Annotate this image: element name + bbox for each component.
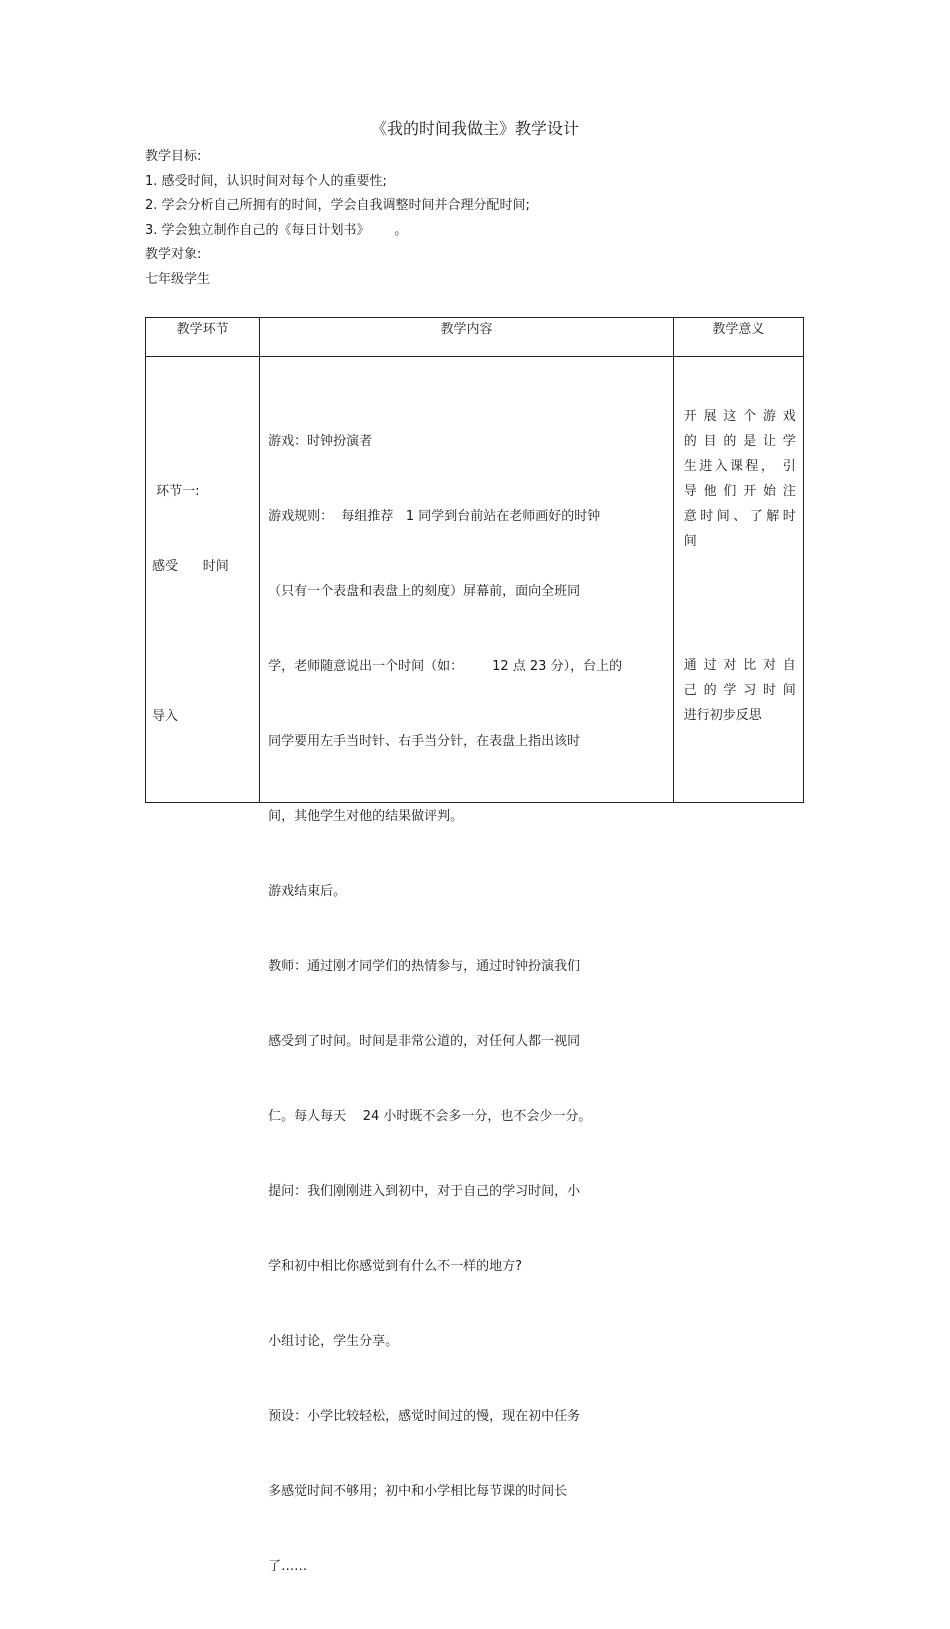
lesson-table xyxy=(145,317,804,1574)
content-line: 间，其他学生对他的结果做评判。 xyxy=(268,809,464,824)
content-line: 仁。每人每天 24 小时既不会多一分，也不会少一分。 xyxy=(268,1109,592,1124)
meaning-line: 导他们开始注 xyxy=(683,484,796,499)
stage-cell xyxy=(146,357,260,803)
meaning-block-game xyxy=(684,404,796,554)
content-line: 预设：小学比较轻松，感觉时间过的慢，现在初中任务 xyxy=(268,1409,581,1424)
content-line: 学，老师随意说出一个时间（如： 12 点 23 分），台上的 xyxy=(268,659,623,674)
objective-item-3: 3. 学会独立制作自己的《每日计划书》 。 xyxy=(145,222,408,238)
meaning-block-reflection xyxy=(684,653,796,728)
content-text xyxy=(268,379,622,1629)
content-line: 游戏：时钟扮演者 xyxy=(268,434,373,449)
meaning-line: 的目的是让学 xyxy=(683,434,796,449)
content-line: 小组讨论，学生分享。 xyxy=(268,1334,399,1349)
content-line: （只有一个表盘和表盘上的刻度）屏幕前，面向全班同 xyxy=(268,584,581,599)
header-content: 教学内容 xyxy=(260,318,674,357)
objective-item-2: 2. 学会分析自己所拥有的时间，学会自我调整时间并合理分配时间; xyxy=(145,198,530,214)
header-meaning: 教学意义 xyxy=(673,318,803,357)
content-cell xyxy=(260,357,674,1574)
page-title: 《我的时间我做主》教学设计 xyxy=(370,119,579,138)
meaning-line: 间 xyxy=(683,534,697,549)
content-line: 多感觉时间不够用；初中和小学相比每节课的时间长 xyxy=(268,1484,568,1499)
meaning-cell xyxy=(673,357,803,803)
stage-line: 感受 时间 xyxy=(152,559,229,574)
meaning-line: 意时间、了解时 xyxy=(683,509,796,524)
audience-value: 七年级学生 xyxy=(145,271,211,287)
table-row xyxy=(146,357,804,803)
content-line: 提问：我们刚刚进入到初中，对于自己的学习时间，小 xyxy=(268,1184,581,1199)
content-line: 了…… xyxy=(268,1559,308,1574)
intro-section xyxy=(145,145,530,293)
objective-item-1: 1. 感受时间，认识时间对每个人的重要性; xyxy=(145,173,387,189)
content-line: 同学要用左手当时针、右手当分针，在表盘上指出该时 xyxy=(268,734,581,749)
objectives-heading: 教学目标: xyxy=(145,149,202,164)
meaning-line: 己的学习时间 xyxy=(683,683,796,698)
stage-line xyxy=(152,629,229,654)
stage-text xyxy=(152,429,229,779)
header-stage: 教学环节 xyxy=(146,318,260,357)
table-header-row xyxy=(146,318,804,357)
content-line: 学和初中相比你感觉到有什么不一样的地方? xyxy=(268,1259,523,1274)
content-line: 感受到了时间。时间是非常公道的，对任何人都一视同 xyxy=(268,1034,581,1049)
meaning-line: 通过对比对自 xyxy=(683,658,796,673)
content-line: 游戏结束后。 xyxy=(268,884,347,899)
meaning-line: 生进入课程， 引 xyxy=(683,459,796,474)
content-line: 教师：通过刚才同学们的热情参与，通过时钟扮演我们 xyxy=(268,959,581,974)
content-line: 游戏规则： 每组推荐 1 同学到台前站在老师画好的时钟 xyxy=(268,509,601,524)
meaning-line: 开展这个游戏 xyxy=(683,409,796,424)
stage-line: 导入 xyxy=(152,709,179,724)
audience-heading: 教学对象: xyxy=(145,247,202,263)
stage-line: 环节一: xyxy=(152,484,200,499)
meaning-line: 进行初步反思 xyxy=(683,708,762,723)
